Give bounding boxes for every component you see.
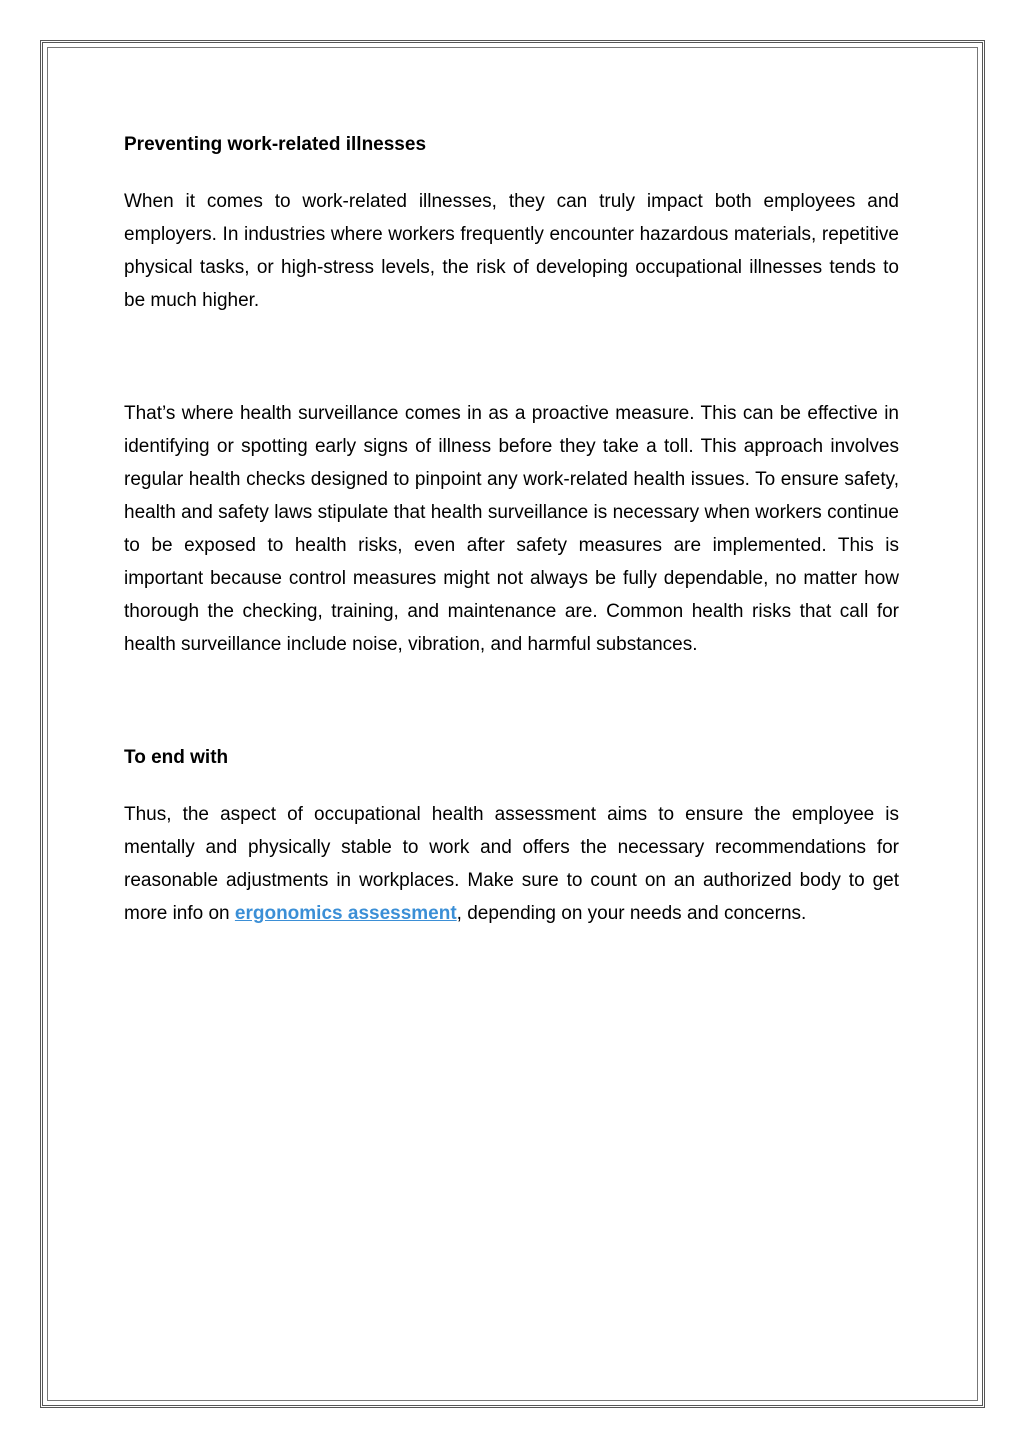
conclusion-text-after-link: , depending on your needs and concerns. — [456, 903, 807, 924]
ergonomics-assessment-link[interactable]: ergonomics assessment — [234, 903, 457, 924]
section-heading-preventing: Preventing work-related illnesses — [124, 134, 427, 155]
paragraph-health-surveillance: That’s where health surveillance comes in as a proactive measure. This can be effective in identifying or spotting early signs of illness before they take a toll. This approach involves regular health checks designed to pinpoint any work-related health issues. To ensure safety, health and safety laws stipulate that health surveillance is necessary when workers continue to be exposed to health risks, even after safety measures are implemented. This is important because control measures might not always be fully dependable, no matter how thorough the checking, training, and maintenance are. Common health risks that call for health surveillance include noise, vibration, and harmful substances. — [124, 403, 899, 655]
paragraph-conclusion — [124, 798, 899, 930]
conclusion-text-before-link: Thus, the aspect of occupational health assessment aims to ensure the employee is mentally and physically stable to work and offers the necessary recommendations for reasonable adjustments in workplaces. Make sure to count on an authorized body to get more info on — [124, 804, 899, 924]
section-heading-to-end-with: To end with — [124, 747, 229, 768]
paragraph-work-related-illnesses: When it comes to work-related illnesses, they can truly impact both employees and employers. In industries where workers frequently encounter hazardous materials, repetitive physical tasks, or high-stress levels, the risk of developing occupational illnesses tends to be much higher. — [124, 191, 899, 311]
document-content — [124, 128, 899, 930]
